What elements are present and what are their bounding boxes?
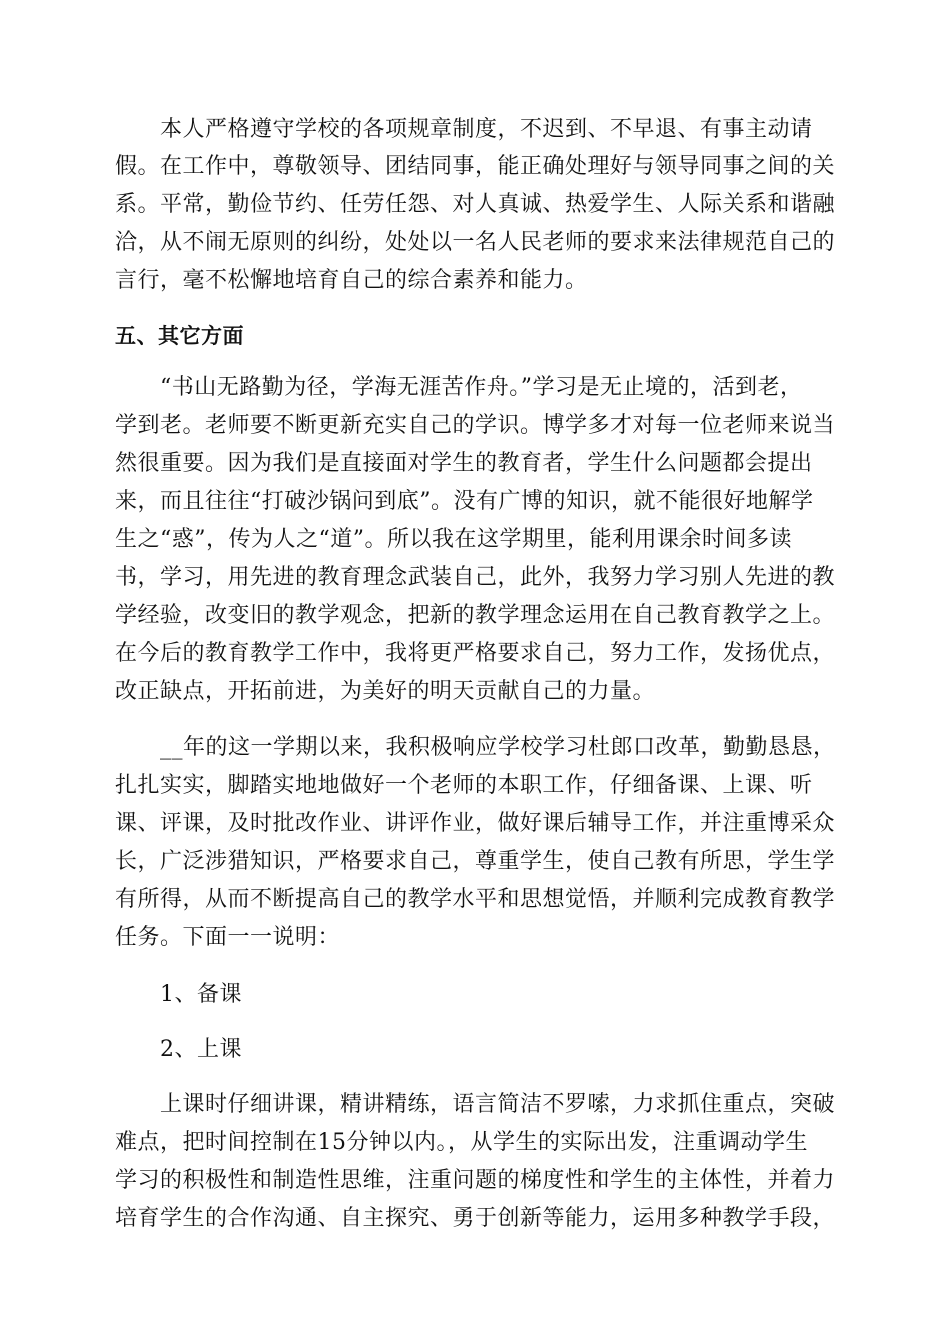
- paragraph-line: 系。平常，勤俭节约、任劳任怨、对人真诚、热爱学生、人际关系和谐融: [115, 192, 836, 217]
- list-item: 2、上课: [160, 1037, 242, 1062]
- paragraph-line: 上课时仔细讲课，精讲精练，语言简洁不罗嗦，力求抓住重点，突破: [160, 1092, 836, 1117]
- paragraph-line: 长，广泛涉猎知识，严格要求自己，尊重学生，使自己教有所思，学生学: [115, 849, 836, 874]
- paragraph-line: 书，学习，用先进的教育理念武装自己，此外，我努力学习别人先进的教: [115, 565, 836, 590]
- section-heading: 五、其它方面: [115, 324, 244, 348]
- paragraph-line: 言行，毫不松懈地培育自己的综合素养和能力。: [115, 268, 588, 293]
- paragraph-line: 课、评课，及时批改作业、讲评作业，做好课后辅导工作，并注重博采众: [115, 811, 836, 836]
- paragraph-line: 改正缺点，开拓前进，为美好的明天贡献自己的力量。: [115, 679, 656, 704]
- list-item: 1、备课: [160, 982, 242, 1007]
- paragraph-line: 来，而且往往“打破沙锅问到底”。没有广博的知识，就不能很好地解学: [115, 489, 814, 514]
- paragraph-line: “书山无路勤为径，学海无涯苦作舟。”学习是无止境的，活到老，: [160, 375, 803, 400]
- paragraph-line: 任务。下面一一说明：: [115, 925, 341, 950]
- paragraph-line: 假。在工作中，尊敬领导、团结同事，能正确处理好与领导同事之间的关: [115, 154, 836, 179]
- paragraph-line: 本人严格遵守学校的各项规章制度，不迟到、不早退、有事主动请: [160, 117, 813, 142]
- paragraph-line: 扎扎实实，脚踏实地地做好一个老师的本职工作，仔细备课、上课、听: [115, 773, 813, 798]
- paragraph-line: 然很重要。因为我们是直接面对学生的教育者，学生什么问题都会提出: [115, 451, 813, 476]
- paragraph-line: 生之“惑”，传为人之“道”。所以我在这学期里，能利用课余时间多读: [115, 527, 792, 552]
- paragraph-line: 学经验，改变旧的教学观念，把新的教学理念运用在自己教育教学之上。: [115, 603, 836, 628]
- paragraph-line: 在今后的教育教学工作中，我将更严格要求自己，努力工作，发扬优点，: [115, 641, 836, 666]
- paragraph-line: 学到老。老师要不断更新充实自己的学识。博学多才对每一位老师来说当: [115, 413, 836, 438]
- paragraph-line: 有所得，从而不断提高自己的教学水平和思想觉悟，并顺利完成教育教学: [115, 887, 836, 912]
- paragraph-line: __年的这一学期以来，我积极响应学校学习杜郎口改革，勤勤恳恳，: [160, 735, 836, 760]
- paragraph-line: 难点，把时间控制在15分钟以内。，从学生的实际出发，注重调动学生: [115, 1130, 808, 1155]
- paragraph-line: 洽，从不闹无原则的纠纷，处处以一名人民老师的要求来法律规范自己的: [115, 230, 836, 255]
- paragraph-line: 培育学生的合作沟通、自主探究、勇于创新等能力，运用多种教学手段，: [115, 1206, 836, 1231]
- paragraph-line: 学习的积极性和制造性思维，注重问题的梯度性和学生的主体性，并着力: [115, 1168, 836, 1193]
